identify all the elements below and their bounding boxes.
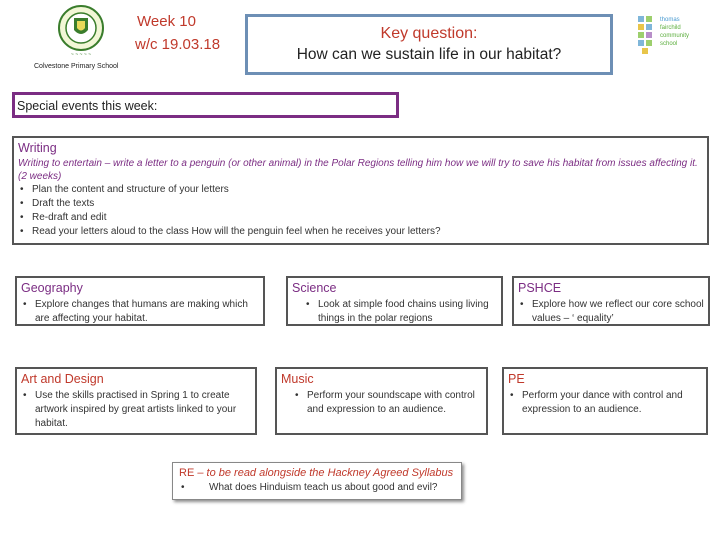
writing-list: [18, 183, 703, 239]
pe-title: PE: [508, 372, 525, 386]
key-question-label: Key question:: [380, 25, 478, 42]
re-box: [172, 462, 462, 500]
geography-box: [15, 276, 265, 326]
science-title: Science: [292, 281, 337, 295]
pshce-title: PSHCE: [518, 281, 562, 295]
partner-logo-line: school: [660, 41, 678, 47]
geography-title: Geography: [21, 281, 83, 295]
list-item: • Re-draft and edit: [18, 211, 703, 225]
key-question-box: [245, 14, 613, 75]
list-item: • Read your letters aloud to the class How will the penguin feel when he receives your letters?: [18, 225, 703, 239]
partner-logo-line: fairchild: [660, 25, 681, 31]
list-item: • Explore changes that humans are making which are affecting your habitat.: [21, 298, 259, 326]
week-date: w/c 19.03.18: [135, 36, 221, 53]
art-box: [15, 367, 257, 435]
list-item: • Look at simple food chains using living things in the polar regions: [304, 298, 497, 326]
key-question-text: How can we sustain life in our habitat?: [296, 46, 562, 63]
pe-box: [502, 367, 708, 435]
re-title: RE: [179, 467, 195, 479]
re-subtitle: – to be read alongside the Hackney Agreed Syllabus: [194, 467, 454, 479]
partner-logo-line: thomas: [660, 17, 680, 23]
writing-title: Writing: [18, 141, 57, 155]
school-logo: [46, 4, 116, 62]
school-name: Colvestone Primary School: [34, 63, 119, 70]
list-item: • Use the skills practised in Spring 1 to create artwork inspired by great artists linked to your habitat.: [21, 389, 251, 431]
list-item: • Perform your dance with control and expression to an audience.: [508, 389, 702, 417]
science-box: [286, 276, 503, 326]
writing-intro: Writing to entertain – write a letter to a penguin (or other animal) in the Polar Regions telling him how we will try to save his habitat from issues affecting it. (2 weeks): [18, 158, 698, 182]
list-item: • Explore how we reflect our core school values – ‘ equality’: [518, 298, 704, 326]
partner-logo-line: community: [660, 33, 690, 39]
music-title: Music: [281, 372, 314, 386]
music-box: [275, 367, 488, 435]
school-crest-icon: [46, 4, 116, 62]
special-events-label: Special events this week:: [17, 99, 158, 113]
list-item: • What does Hinduism teach us about good and evil?: [179, 481, 455, 495]
pshce-box: [512, 276, 710, 326]
art-title: Art and Design: [21, 372, 104, 386]
partner-logo: [636, 14, 694, 64]
list-item: • Plan the content and structure of your letters: [18, 183, 703, 197]
special-events-box: [12, 92, 399, 118]
partner-logo-icon: [636, 14, 658, 60]
list-item: • Perform your soundscape with control and expression to an audience.: [293, 389, 482, 417]
writing-box: [12, 136, 709, 245]
svg-text:~ ~ ~ ~ ~: ~ ~ ~ ~ ~: [70, 52, 92, 58]
week-label: Week 10: [137, 13, 196, 30]
list-item: • Draft the texts: [18, 197, 703, 211]
